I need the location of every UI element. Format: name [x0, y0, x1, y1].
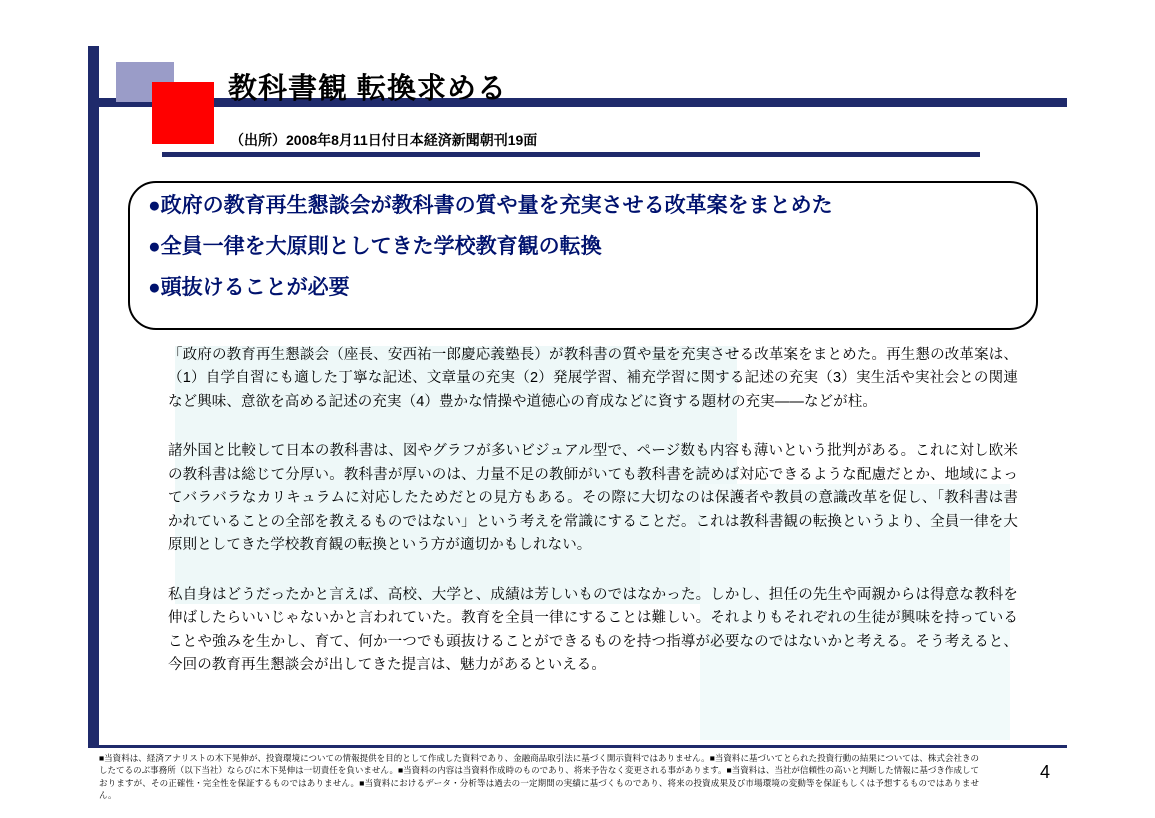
body-text	[168, 344, 1018, 678]
red-square-decoration	[152, 82, 214, 144]
summary-list	[148, 195, 1026, 318]
page-number: 4	[1040, 762, 1051, 782]
body-paragraph: 私自身はどうだったかと言えば、高校、大学と、成績は芳しいものではなかった。しかし、担任の先生や両親からは得意な教科を伸ばしたらいいじゃないかと言われていた。教育を全員一律にすることは難しい。それよりもそれぞれの生徒が興味を持っていることや強みを生かし、育て、何か一つでも頭抜けることができるものを持つ指導が必要なのではないかと考える。そう考えると、今回の教育再生懇談会が出してきた提言は、魅力があるといえる。	[168, 586, 1018, 674]
footer-rule	[88, 745, 1067, 748]
body-paragraph: 「政府の教育再生懇談会（座長、安西祐一郎慶応義塾長）が教科書の質や量を充実させる改革案をまとめた。再生懇の改革案は、（1）自学自習にも適した丁寧な記述、文章量の充実（2）発展学習、補充学習に関する記述の充実（3）実生活や実社会との関連など興味、意欲を高める記述の充実（4）豊かな情操や道徳心の育成などに資する題材の充実——などが柱。	[168, 347, 1018, 410]
body-paragraph: 諸外国と比較して日本の教科書は、図やグラフが多いビジュアル型で、ページ数も内容も薄いという批判がある。これに対し欧米の教科書は総じて分厚い。教科書が厚いのは、力量不足の教師がいても教科書を読めば対応できるような配慮だとか、地域によってバラバラなカリキュラムに対応したためだとの見方もある。その際に大切なのは保護者や教員の意識改革を促し、「教科書は書かれていることの全部を教えるものではない」という考えを常識にすることだ。これは教科書観の転換というより、全員一律を大原則としてきた学校教育観の転換という方が適切かもしれない。	[168, 443, 1018, 554]
summary-item: ●頭抜けることが必要	[148, 276, 350, 299]
summary-box	[128, 181, 1038, 330]
summary-item: ●政府の教育再生懇談会が教科書の質や量を充実させる改革案をまとめた	[148, 194, 833, 217]
footer-disclaimer: ■当資料は、経済アナリストの木下晃伸が、投資環境についての情報提供を目的として作成した資料であり、金融商品取引法に基づく開示資料ではありません。■当資料に基づいてとられた投資行動の結果については、株式会社きのしたてるのぶ事務所（以下当社）ならびに木下晃伸は一切責任を負いません。■当資料の内容は当資料作成時のものであり、将来予告なく変更される事があります。■当資料は、当社が信頼性の高いと判断した情報に基づき作成しておりますが、その正確性・完全性を保証するものではありません。■当資料におけるデータ・分析等は過去の一定期間の実績に基づくものであり、将来の投資成果及び市場環境の変動等を保証もしくは予想するものではありません。	[99, 753, 979, 800]
source-rule	[162, 152, 980, 157]
summary-item: ●全員一律を大原則としてきた学校教育観の転換	[148, 235, 602, 258]
left-accent-bar	[88, 46, 99, 746]
page-title: 教科書観 転換求める	[228, 73, 508, 105]
source-line: （出所）2008年8月11日付日本経済新聞朝刊19面	[230, 132, 538, 148]
